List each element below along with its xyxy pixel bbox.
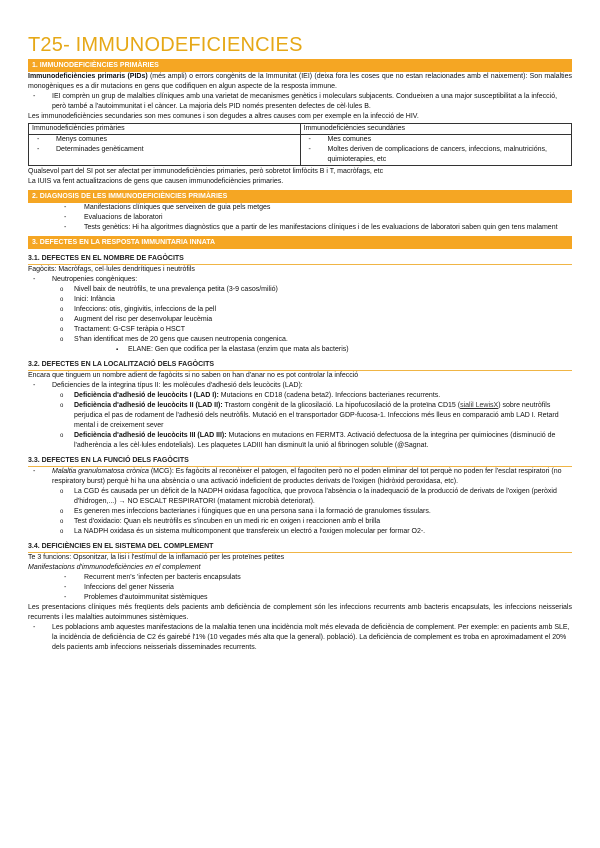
- subsection-header: 3.3. DEFECTES EN LA FUNCIÓ DELS FAGÒCITS: [28, 455, 572, 467]
- list-item: - Recurrent men's 'infecten per bacteris encapsulats: [28, 573, 572, 583]
- list-item: o Test d'oxidacio: Quan els neutròfils es s'incuben en un medi ric en oxigen i reaccionen amb el brilla: [52, 517, 572, 527]
- paragraph: Qualsevol part del SI pot ser afectat per immunodeficiències primaries, però sobretot limfòcits B i T, macròfags, etc: [28, 168, 384, 175]
- paragraph: La IUIS va fent actualitzacions de gens que causen immunodeficiències primaries.: [28, 178, 284, 185]
- list-item: - Determinades genèticament: [32, 145, 297, 155]
- list-item: o La NADPH oxidasa és un sistema multicomponent que transfereix un electró a l'oxigen molecular per formar O2-.: [52, 527, 572, 537]
- table-cell: [300, 135, 572, 166]
- list-item: - Neutropenies congèniques: o Nivell baix de neutròfils, te una prevalença petita (3-9 casos/milió) o Inici: Infància o Infeccions: otis, gingivitis, infeccions de la pell o Augment del risc per desenvolupar leucèmia o Tractament: G-CSF teràpia o HSCT o S'han identificat mes de 20 gens que causen neutropenia congenica.: [28, 275, 572, 345]
- bullet-list: [28, 275, 572, 345]
- list-item: o La CGD és causada per un dèficit de la NADPH oxidasa fagocítica, que provoca l'absència o la inadequació de la producció de derivats de l'oxigen (peròxid d'hidrogen,...) → NO ESCALT RESPIRATORI (matament microbià deteriorat).: [52, 487, 572, 507]
- list-item: o Deficiència d'adhesió de leucòcits III (LAD III): Mutacions en mutacions en FERMT3. Activació defectuosa de la integrina per quimiocines (disminució de l'adherència a les cèl·lules endotelials). Les plaquetes LADIII han disminuït la unió al fibrinogen soluble (@Sagnat.: [52, 431, 572, 451]
- list-item: o Tractament: G-CSF teràpia o HSCT: [52, 325, 572, 335]
- list-item: - Deficiencies de la integrina típus II: les molècules d'adhesió dels leucòcits (LAD): o Deficiència d'adhesió de leucòcits I (LAD I): Mutacions en CD18 (cadena beta2). Infeccions bacterianes recurrents. o Deficiència d'adhesió de leucòcits II (LAD II): Trastorn congènit de la glicosilació. La hipofucosilació de la proteïna CD15 (sialil LewisX) sobre neutròfils perjudica el pas de rodament de l'adhesió dels neutròfils. Mutació en el transportador GDP-fucosa-1. Infeccions més lleus en comparació amb LAD I. Retard mental i de creixement sever o Deficiència d'adhesió de leucòcits III (LAD III): Mutacions en mutacions en FERMT3. Activació defectuosa de la integrina per quimiocines (disminució de l'adherència a les cèl·lules endotelials). Les plaquetes LADIII han disminuït la unió al fibrinogen soluble (@Sagnat.: [28, 381, 572, 451]
- subsection-header: 3.2. DEFECTES EN LA LOCALITZACIÓ DELS FAGÒCITS: [28, 359, 572, 371]
- list-item: - Manifestacions clíniques que serveixen de guia pels metges: [28, 203, 572, 213]
- list-item: o Infeccions: otis, gingivitis, infeccions de la pell: [52, 305, 572, 315]
- section-2-header: 2. DIAGNOSIS DE LES IMMUNODEFICIÈNCIES PRIMÀRIES: [28, 190, 572, 203]
- bullet-list: [28, 381, 572, 451]
- list-item: o Deficiència d'adhesió de leucòcits I (LAD I): Mutacions en CD18 (cadena beta2). Infeccions bacterianes recurrents.: [52, 391, 572, 401]
- table-header: Immunodeficiències secundàries: [300, 124, 572, 135]
- bullet-list: [28, 203, 572, 233]
- list-item: - Problemes d'autoimmunitat sistèmiques: [28, 593, 572, 603]
- paragraph: Immunodeficiències primaris (PIDs) (més ampli) o errors congènits de la Immunitat (IEI) (deixa fora les coses que no estan relacionades amb el naixement): Son malalties monogèniques es a dir mutacions en gens que codifiquen en algun aspecte de la resposta immune.: [28, 73, 572, 90]
- list-item: - Menys comunes: [32, 135, 297, 145]
- list-item: - Malaltia granulomatosa crònica (MCG): Es fagòcits al reconèixer el patogen, el fagociten però no el poden eliminar del tot perquè no poden fer l'esclat respiratori (no respiratory burst) perquè hi ha una absència o una activació indeficient de productes derivats de l'oxigen (hidròxid peroxidasa, etc). o La CGD és causada per un dèficit de la NADPH oxidasa fagocítica, que provoca l'absència o la inadequació de la producció de derivats de l'oxigen (peròxid d'hidrogen,...) → NO ESCALT RESPIRATORI (matament microbià deteriorat). o Es generen mes infeccions bacterianes i fúngiques que en una persona sana i la formació de granulomes tissulars. o Test d'oxidacio: Quan els neutròfils es s'incuben en un medi ric en oxigen i reaccionen amb el brilla o La NADPH oxidasa és un sistema multicomponent que transfereix un electró a l'oxigen molecular per formar O2-.: [28, 467, 572, 537]
- subsection-header: 3.4. DEFICIÈNCIES EN EL SISTEMA DEL COMPLEMENT: [28, 541, 572, 553]
- list-item: - IEI comprèn un grup de malalties clíniques amb una varietat de mecanismes genètics i moleculars subjacents. Condueixen a una major susceptibilitat a la infecció, però també a l'autoimmunitat i el càncer. La majoria dels PID només presenten defectes de cèl·lules B.: [28, 92, 572, 112]
- paragraph: Encara que tinguem un nombre adient de fagòcits si no saben on han d'anar no es pot controlar la infecció: [28, 372, 359, 379]
- list-item: o Es generen mes infeccions bacterianes i fúngiques que en una persona sana i la formació de granulomes tissulars.: [52, 507, 572, 517]
- subsection-header: 3.1. DEFECTES EN EL NOMBRE DE FAGÒCITS: [28, 253, 572, 265]
- list-item: - Tests genètics: Hi ha algoritmes diagnòstics que a partir de les manifestacions clíniques i de les evaluacions de laboratori saben quin gen tens malament: [28, 223, 572, 233]
- list-item: - Infeccions del gener Nisseria: [28, 583, 572, 593]
- bullet-list: [28, 467, 572, 537]
- list-item: o Nivell baix de neutròfils, te una prevalença petita (3-9 casos/milió): [52, 285, 572, 295]
- table-header: Immunodeficiències primàries: [29, 124, 301, 135]
- table-cell: [29, 135, 301, 166]
- list-item: o Deficiència d'adhesió de leucòcits II (LAD II): Trastorn congènit de la glicosilació. La hipofucosilació de la proteïna CD15 (sialil LewisX) sobre neutròfils perjudica el pas de rodament de l'adhesió dels neutròfils. Mutació en el transportador GDP-fucosa-1. Infeccions més lleus en comparació amb LAD I. Retard mental i de creixement sever: [52, 401, 572, 431]
- document-title: T25- IMMUNODEFICIENCIES: [28, 34, 303, 56]
- list-item: - Moltes deriven de complicacions de cancers, infeccions, malnutricións, quimioterapies, etc: [304, 145, 569, 165]
- bullet-list: [28, 623, 572, 653]
- comparison-table: [28, 123, 572, 166]
- list-item: o S'han identificat mes de 20 gens que causen neutropenia congenica.: [52, 335, 572, 345]
- list-item: ▪ ELANE: Gen que codifica per la elastasa (enzim que mata als bacteris): [28, 345, 572, 355]
- bullet-list: [28, 345, 572, 355]
- list-item: - Evaluacions de laboratori: [28, 213, 572, 223]
- list-item: - Mes comunes: [304, 135, 569, 145]
- bullet-list: [28, 92, 572, 112]
- list-item: - Les poblacions amb aquestes manifestacions de la malaltia tenen una incidència molt més elevada de deficiència de complement. Per exemple: en pacients amb SLE, la incidència de deficiència de C2 és gairebé l'1% (10 vegades més alta que la general). població). La deficiència de complement es troba en aproximadament el 20% dels pacients amb infeccions neisserials disseminades recurrents.: [28, 623, 572, 653]
- section-1-header: 1. IMMUNODEFICIÈNCIES PRIMÀRIES: [28, 59, 572, 72]
- bold-term: Immunodeficiències primaris (PIDs): [28, 73, 148, 80]
- list-item: o Inici: Infància: [52, 295, 572, 305]
- paragraph: Fagòcits: Macròfags, cel·lules dendrítiques i neutròfils: [28, 266, 195, 273]
- paragraph: Les immunodeficiències secundaries son mes comunes i son degudes a altres causes com per exemple en la infecció de HIV.: [28, 113, 419, 120]
- paragraph: Manifestacions d'immunodeficiències en el complement: [28, 564, 201, 571]
- section-3-header: 3. DEFECTES EN LA RESPOSTA IMMUNITARIA INNATA: [28, 236, 572, 249]
- paragraph: Te 3 funcions: Opsonitzar, la lisi i l'estímul de la inflamació per les proteïnes petites: [28, 554, 285, 561]
- list-item: o Augment del risc per desenvolupar leucèmia: [52, 315, 572, 325]
- bullet-list: [28, 573, 572, 603]
- paragraph: Les presentacions clíniques més freqüents dels pacients amb deficiència de complement són les infeccions recurrents amb bacteris encapsulats, les infeccions neisserials recurrents i les malalties autoimmunes sistèmiques.: [28, 604, 572, 621]
